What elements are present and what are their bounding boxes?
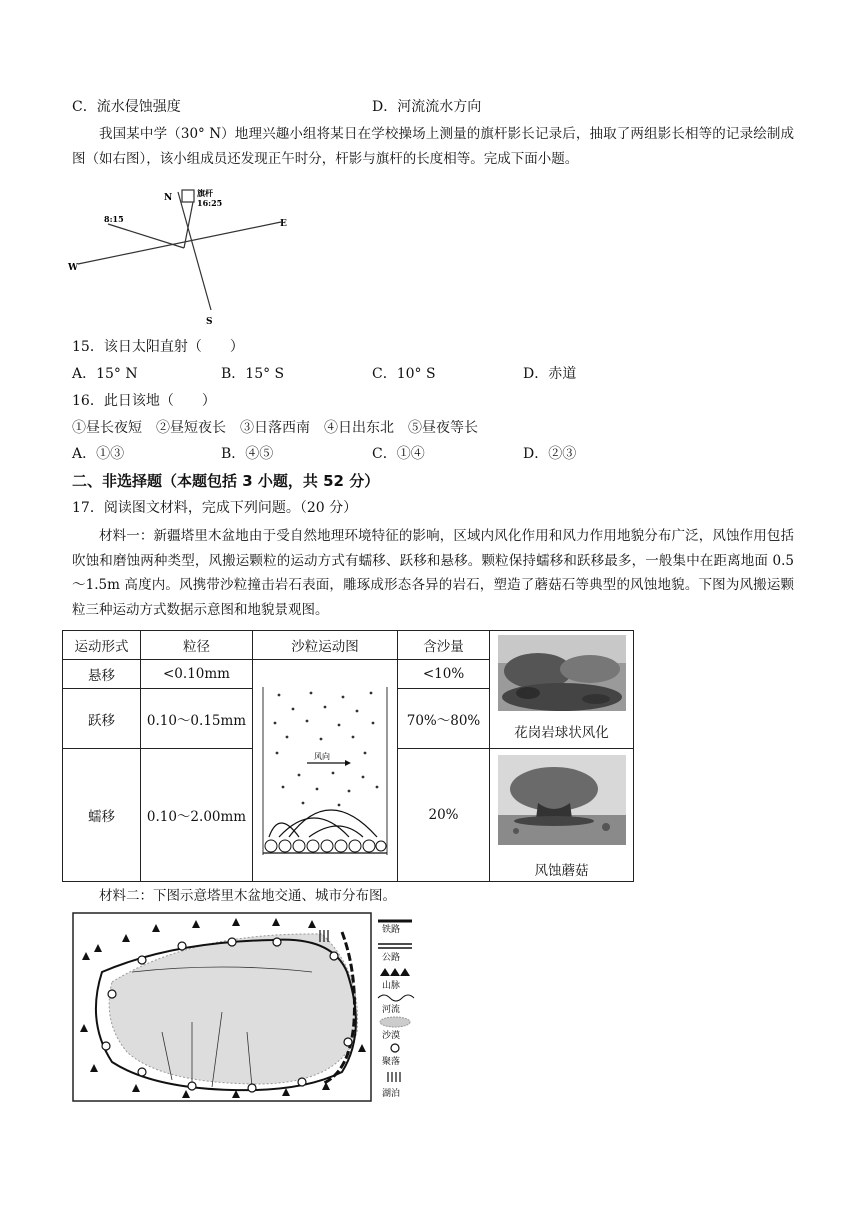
q15-option-a: A．15° N [72,366,138,382]
q14-option-d: D．河流流水方向 [372,99,482,115]
section-2-heading: 二、非选择题（本题包括 3 小题，共 52 分） [72,472,380,490]
photo-cell-2 [490,749,634,882]
photo-1-caption: 花岗岩球状风化 [514,725,609,741]
sand-motion-diagram [259,687,391,855]
east-label: E [280,219,287,229]
header-diagram: 沙粒运动图 [253,631,398,660]
row-saltation-content: 70%～80% [398,689,490,749]
wind-transport-table [62,630,634,882]
q16-choices: ①昼长夜短 ②昼短夜长 ③日落西南 ④日出东北 ⑤昼夜等长 [72,420,478,436]
legend-lake: 湖泊 [382,1089,401,1099]
west-east-line [78,222,281,264]
tarim-basin-map [72,912,372,1102]
south-label: S [206,317,213,327]
wind-direction-label: 风向 [314,751,330,761]
material-2: 材料二：下图示意塔里木盆地交通、城市分布图。 [99,888,396,904]
map-legend [374,914,418,1104]
legend-railway: 铁路 [382,925,401,935]
legend-river: 河流 [382,1005,401,1015]
flagpole-box [182,190,194,202]
header-content: 含沙量 [398,631,490,660]
north-south-line [178,192,211,310]
time-1625-label: 16:25 [197,198,223,208]
sand-motion-diagram-cell [253,660,398,882]
material-1: 材料一：新疆塔里木盆地由于受自然地理环境特征的影响，区域内风化作用和风力作用地貌分布广泛，风蚀作用包括吹蚀和磨蚀两种类型，风搬运颗粒的运动方式有蠕移、跃移和悬移。颗粒保持蠕移和跃移最多，一般集中在距离地面 0.5～1.5m 高度内。风携带沙粒撞击岩石表面，雕琢成形态各异的岩石，塑造了蘑菇石等典型的风蚀地貌。下图为风搬运颗粒三种运动方式数据示意图和地貌景观图。 [72,528,794,618]
photo-2-caption: 风蚀蘑菇 [534,863,589,879]
q16-stem: 16．此日该地（ ） [72,393,216,409]
q15-option-c: C．10° S [372,366,436,382]
header-size: 粒径 [141,631,253,660]
legend-road: 公路 [382,953,401,963]
row-creep-size: 0.10～2.00mm [141,749,253,882]
legend-desert: 沙漠 [382,1031,401,1041]
mushroom-rock-photo [498,755,626,845]
q16-option-c: C．①④ [372,446,425,462]
legend-mountain: 山脉 [382,981,401,991]
granite-weathering-photo [498,635,626,711]
q15-option-b: B．15° S [221,366,285,382]
row-saltation-name: 跃移 [63,689,141,749]
row-creep-content: 20% [398,749,490,882]
west-label: W [68,263,79,273]
q16-option-b: B．④⑤ [221,446,274,462]
q15-option-d: D．赤道 [523,366,577,382]
q14-option-c: C．流水侵蚀强度 [72,99,181,115]
flagpole-shadow-figure [66,182,302,330]
header-motion: 运动形式 [63,631,141,660]
row-suspension-size: <0.10mm [141,660,253,689]
north-label: N [164,193,173,203]
row-suspension-name: 悬移 [63,660,141,689]
row-creep-name: 蠕移 [63,749,141,882]
q17-stem: 17．阅读图文材料，完成下列问题。（20 分） [72,500,358,516]
shadow-0815 [108,224,184,248]
q16-option-d: D．②③ [523,446,577,462]
photo-cell-1 [490,631,634,749]
row-suspension-content: <10% [398,660,490,689]
pole-label: 旗杆 [197,188,213,198]
row-saltation-size: 0.10～0.15mm [141,689,253,749]
q16-option-a: A．①③ [72,446,125,462]
legend-settlement: 聚落 [382,1057,401,1067]
intro-paragraph: 我国某中学（30° N）地理兴趣小组将某日在学校操场上测量的旗杆影长记录后，抽取了两组影长相等的记录绘制成图（如右图），该小组成员还发现正午时分，杆影与旗杆的长度相等。完成下面小题。 [72,126,794,167]
q15-stem: 15．该日太阳直射（ ） [72,339,244,355]
time-0815-label: 8:15 [104,214,124,224]
